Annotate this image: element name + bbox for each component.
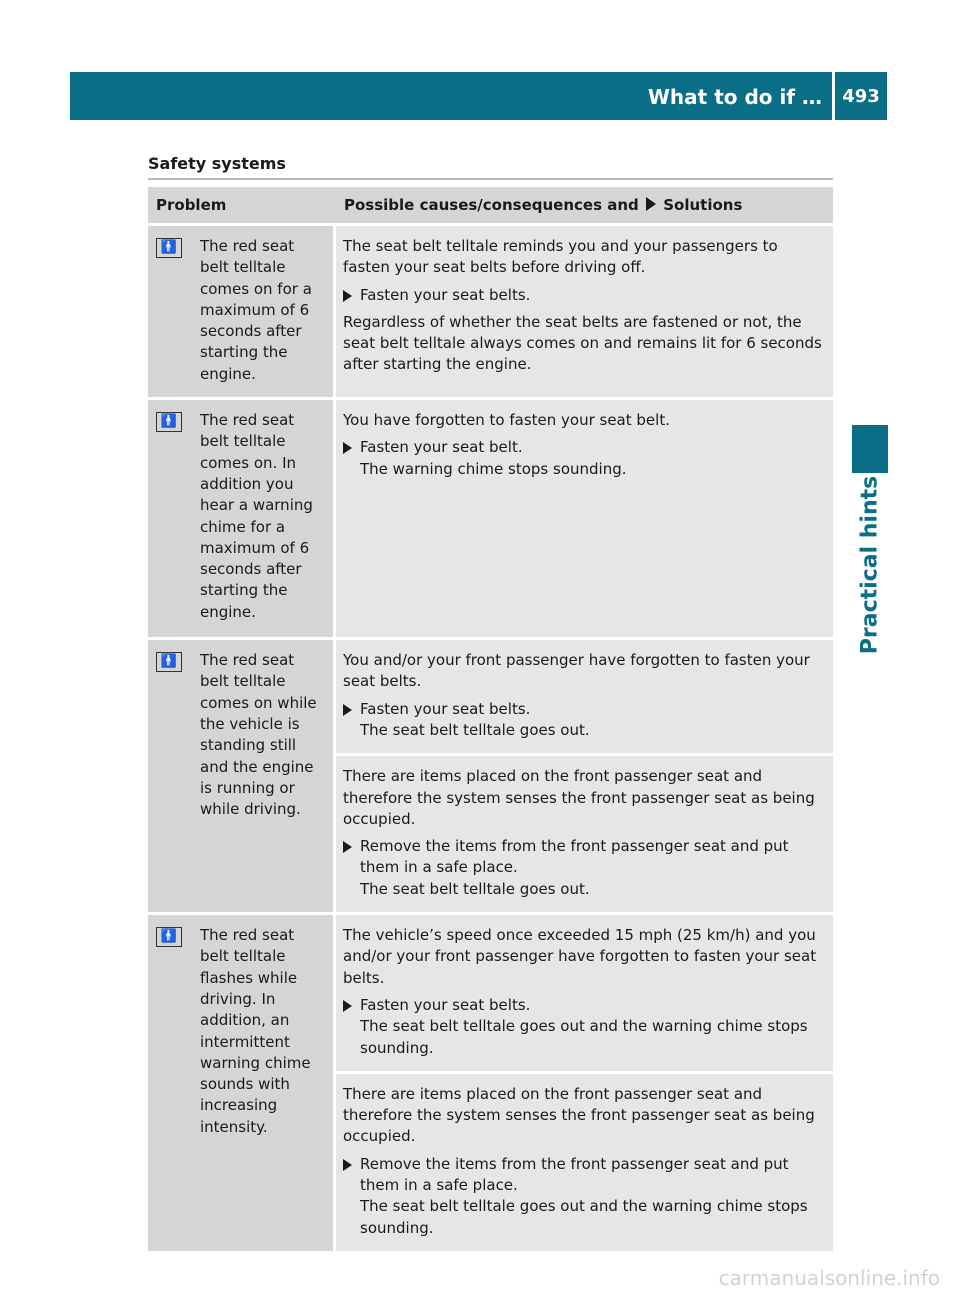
cause-cell [336, 640, 833, 756]
step-result: The seat belt telltale goes out and the warning chime stops sounding. [360, 1017, 808, 1057]
solution-step [343, 836, 829, 900]
problem-cell [148, 915, 336, 1254]
solution-step [343, 437, 829, 480]
problem-text: The red seat belt telltale comes on. In addition you hear a warning chime for a maximum of 6 seconds after starting the engine. [200, 411, 313, 621]
step-result: The seat belt telltale goes out. [360, 720, 590, 739]
problem-cell [148, 400, 336, 640]
step-arrow-icon [343, 1000, 352, 1012]
header-causes-prefix: Possible causes/consequences and [344, 196, 639, 215]
step-arrow-icon [343, 841, 352, 853]
step-result: The seat belt telltale goes out. [360, 879, 590, 898]
problem-text: The red seat belt telltale comes on while the vehicle is standing still and the engine is running or while driving. [200, 651, 317, 819]
chapter-title: What to do if … [647, 85, 822, 109]
table-row [148, 915, 833, 1074]
cause-cell [336, 1074, 833, 1254]
step-text: Fasten your seat belts. [360, 285, 531, 304]
cause-cell [336, 400, 833, 640]
page-number: 493 [835, 72, 887, 120]
cause-cell [336, 226, 833, 400]
table-row [148, 400, 833, 640]
step-text: Fasten your seat belt. [360, 438, 523, 457]
section-title: Safety systems [148, 154, 286, 173]
step-arrow-icon [343, 442, 352, 454]
cause-text: You and/or your front passenger have forgotten to fasten your seat belts. [343, 651, 810, 691]
solution-step [343, 995, 829, 1059]
cause-note: Regardless of whether the seat belts are fastened or not, the seat belt telltale always comes on and remains lit for 6 seconds after starting the engine. [343, 312, 822, 374]
seat-belt-icon: 🚹 [156, 652, 182, 672]
cause-text: There are items placed on the front passenger seat and therefore the system senses the front passenger seat as being occupied. [343, 767, 815, 828]
watermark: carmanualsonline.info [718, 1266, 940, 1290]
table-row [148, 226, 833, 400]
header-causes [336, 187, 833, 226]
seat-belt-icon: 🚹 [156, 412, 182, 432]
solution-step [343, 285, 829, 312]
step-text: Remove the items from the front passenger seat and put them in a safe place. [360, 1154, 789, 1194]
seat-belt-icon: 🚹 [156, 927, 182, 947]
step-result: The seat belt telltale goes out and the warning chime stops sounding. [360, 1197, 808, 1237]
problem-text: The red seat belt telltale flashes while driving. In addition, an intermittent warning chime sounds with increasing intensity. [200, 926, 311, 1136]
step-arrow-icon [343, 1159, 352, 1171]
cause-cell [336, 915, 833, 1074]
side-section-label: Practical hints [857, 475, 883, 655]
cause-text: There are items placed on the front passenger seat and therefore the system senses the front passenger seat as being occupied. [343, 1084, 815, 1146]
step-text: Fasten your seat belts. [360, 699, 531, 718]
seat-belt-icon: 🚹 [156, 238, 182, 258]
table-header-row [148, 187, 833, 226]
cause-text: The vehicle’s speed once exceeded 15 mph (25 km/h) and you and/or your front passenger have forgotten to fasten your seat belts. [343, 926, 817, 987]
solution-step [343, 699, 829, 742]
solution-step [343, 1154, 829, 1239]
step-result: The warning chime stops sounding. [360, 459, 627, 478]
problem-text: The red seat belt telltale comes on for a maximum of 6 seconds after starting the engine. [200, 237, 312, 383]
step-text: Fasten your seat belts. [360, 995, 531, 1014]
section-divider [148, 178, 833, 180]
step-arrow-icon [343, 704, 352, 716]
table-row [148, 640, 833, 756]
cause-text: You have forgotten to fasten your seat belt. [343, 411, 670, 430]
cause-text: The seat belt telltale reminds you and your passengers to fasten your seat belts before driving off. [343, 237, 778, 277]
problem-cell [148, 226, 336, 400]
cause-cell [336, 756, 833, 915]
header-causes-suffix: Solutions [663, 196, 743, 215]
problems-table [148, 187, 833, 1254]
side-tab-marker [852, 425, 888, 473]
step-arrow-icon [646, 197, 656, 211]
problem-cell [148, 640, 336, 915]
step-text: Remove the items from the front passenger seat and put them in a safe place. [360, 837, 789, 877]
step-arrow-icon [343, 290, 352, 302]
header-problem: Problem [148, 187, 336, 226]
